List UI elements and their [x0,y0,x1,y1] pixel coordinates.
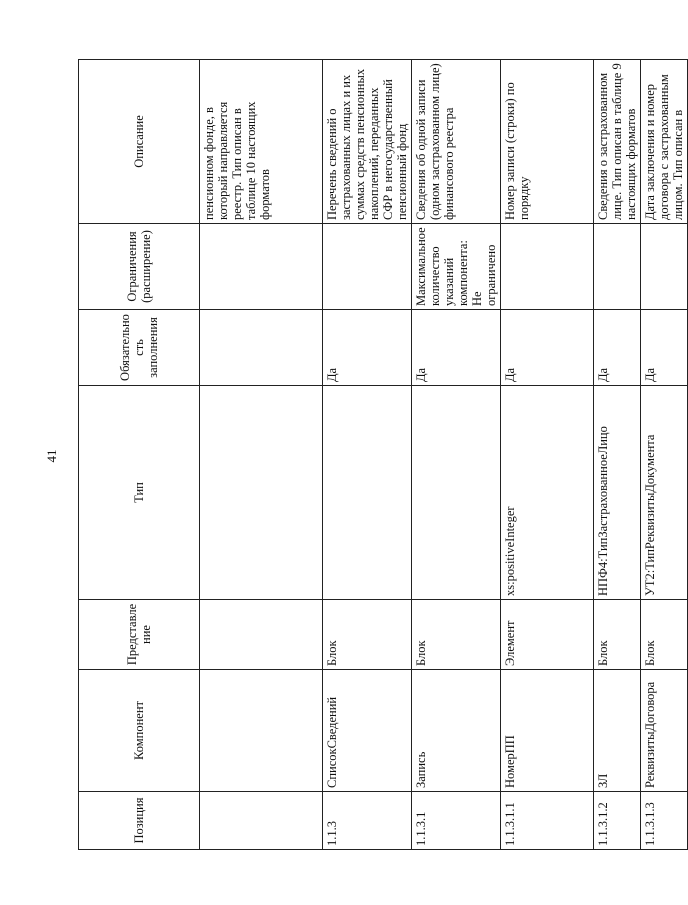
cell-component: СписокСведений [323,670,412,792]
cell-position: 1.1.3.1.2 [594,792,641,850]
cell-representation: Блок [594,600,641,670]
cell-restrictions [323,224,412,310]
header-component: Компонент [79,670,200,792]
table-row [594,60,641,850]
page-number: 41 [44,449,59,463]
cell-representation: Блок [641,600,688,670]
cell-description: Номер записи (строки) по порядку [501,60,594,224]
cell-restrictions: Максимальное количество указаний компонента: Не ограничено [412,224,501,310]
cell-type [412,386,501,600]
table-row [200,60,323,850]
cell-required: Да [323,310,412,386]
header-description: Описание [79,60,200,224]
spec-table [78,59,688,850]
table-row [323,60,412,850]
cell-representation: Элемент [501,600,594,670]
cell-type: УТ2:ТипРеквизитыДокумента [641,386,688,600]
cell-component: Запись [412,670,501,792]
cell-required: Да [594,310,641,386]
cell-restrictions [200,224,323,310]
cell-required: Да [501,310,594,386]
cell-position [200,792,323,850]
cell-type [200,386,323,600]
table-header-row [79,60,200,850]
cell-restrictions [594,224,641,310]
cell-representation: Блок [412,600,501,670]
rotated-table-container [78,60,685,850]
table-row [501,60,594,850]
header-representation: Представление [79,600,200,670]
header-required: Обязательность заполнения [79,310,200,386]
cell-component [200,670,323,792]
cell-position: 1.1.3 [323,792,412,850]
cell-position: 1.1.3.1 [412,792,501,850]
cell-position: 1.1.3.1.3 [641,792,688,850]
cell-required: Да [412,310,501,386]
header-restrictions: Ограничения (расширение) [79,224,200,310]
cell-restrictions [501,224,594,310]
header-type: Тип [79,386,200,600]
cell-required [200,310,323,386]
cell-representation: Блок [323,600,412,670]
cell-component: РеквизитыДоговора [641,670,688,792]
cell-description: пенсионном фонде, в который направляется реестр. Тип описан в таблице 10 настоящих форматов [200,60,323,224]
cell-required: Да [641,310,688,386]
cell-representation [200,600,323,670]
cell-description: Сведения о застрахованном лице. Тип описан в таблице 9 настоящих форматов [594,60,641,224]
cell-position: 1.1.3.1.1 [501,792,594,850]
cell-description: Сведения об одной записи (одном застрахованном лице) финансового реестра [412,60,501,224]
cell-type: НПФ4:ТипЗастрахованноеЛицо [594,386,641,600]
cell-description: Перечень сведений о застрахованных лицах и их суммах средств пенсионных накоплений, переданных СФР в негосударственный пенсионный фонд [323,60,412,224]
cell-type: xs:positiveInteger [501,386,594,600]
cell-component: НомерПП [501,670,594,792]
cell-restrictions [641,224,688,310]
header-position: Позиция [79,792,200,850]
table-row [641,60,688,850]
cell-description: Дата заключения и номер договора с застрахованным лицом. Тип описан в [641,60,688,224]
cell-component: ЗЛ [594,670,641,792]
cell-type [323,386,412,600]
table-row [412,60,501,850]
